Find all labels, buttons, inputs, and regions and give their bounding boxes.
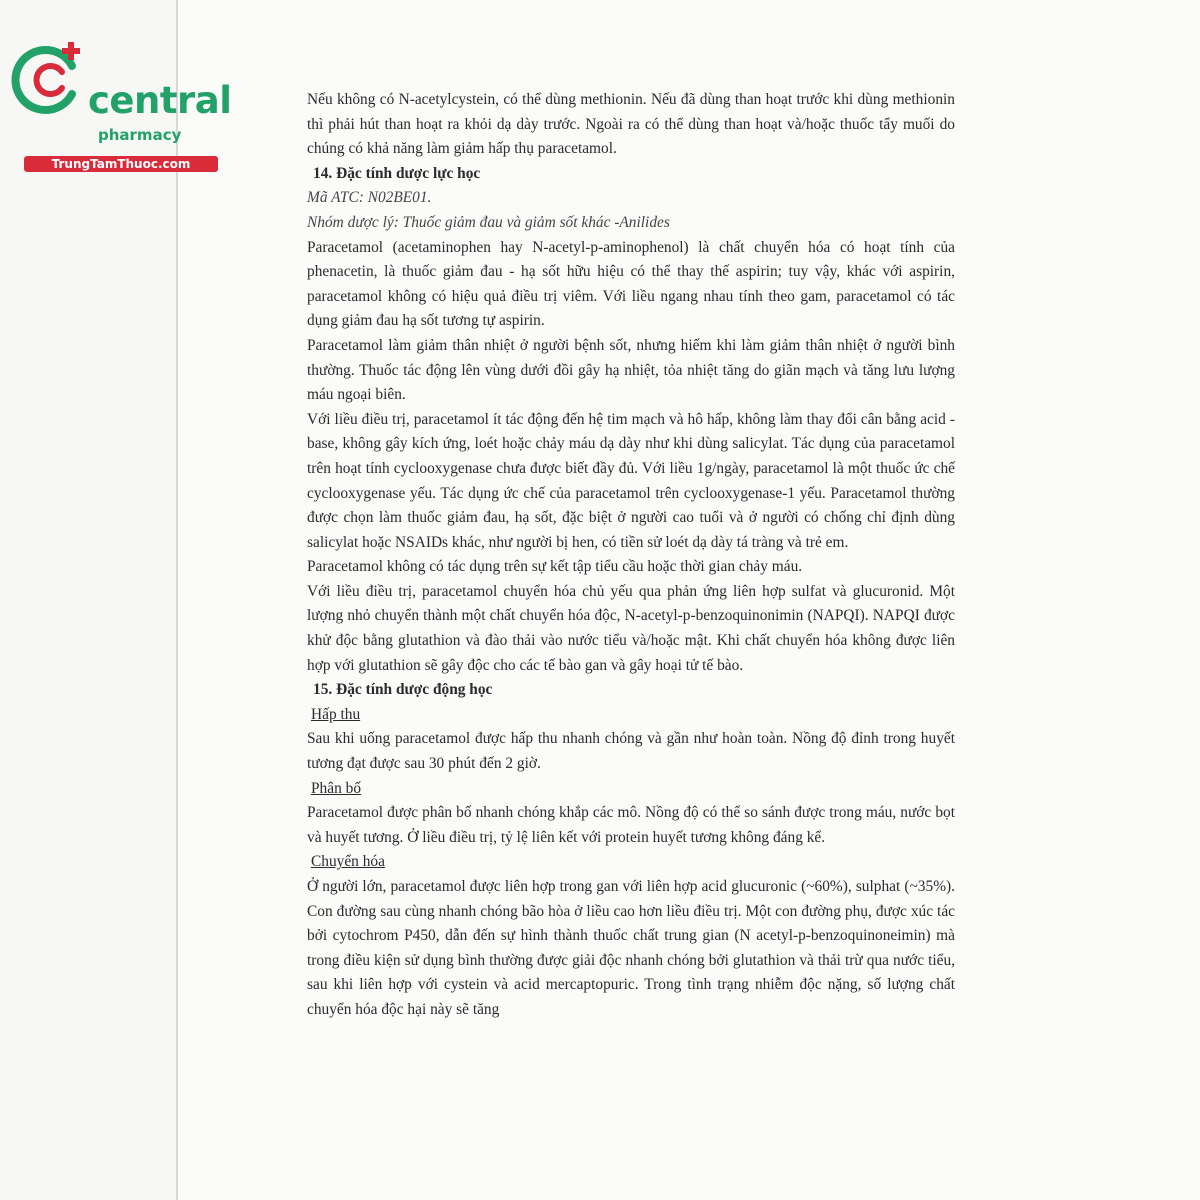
central-pharmacy-logo[interactable]	[10, 38, 232, 171]
pharmacologic-group: Nhóm dược lý: Thuốc giảm đau và giảm sốt khác -Anilides	[307, 213, 670, 231]
metabolism-paragraph: Ở người lớn, paracetamol được liên hợp trong gan với liên hợp acid glucuronic (~60%), sulphat (~35%). Con đường sau cùng nhanh chóng bão hòa ở liều cao hơn liều điều trị. Một con đường phụ, được xúc tác bởi cytochrom P450, dẫn đến sự hình thành thuốc chất trung gian (N acetyl-p-benzoquinoneimin) mà trong điều kiện sử dụng bình thường được giải độc nhanh chóng bởi glutathion và thải trừ qua nước tiểu, sau khi liên hợp với cystein và acid mercaptopuric. Trong tình trạng nhiễm độc nặng, số lượng chất chuyển hóa độc hại này sẽ tăng	[307, 878, 955, 1018]
logo-sub-text: pharmacy	[98, 126, 182, 144]
pharmacodynamics-paragraph-3: Với liều điều trị, paracetamol ít tác động đến hệ tim mạch và hô hấp, không làm thay đổi cân bằng acid - base, không gây kích ứng, loét hoặc chảy máu dạ dày như khi dùng salicylat. Tác dụng của paracetamol trên hoạt tính cyclooxygenase chưa được biết đầy đủ. Với liều 1g/ngày, paracetamol là một thuốc ức chế cyclooxygenase yếu. Tác dụng ức chế của paracetamol trên cyclooxygenase-1 yếu. Paracetamol thường được chọn làm thuốc giảm đau, hạ sốt, đặc biệt ở người cao tuổi và ở người có chống chỉ định dùng salicylat hoặc NSAIDs khác, như người bị hen, có tiền sử loét dạ dày tá tràng và trẻ em.	[307, 410, 955, 551]
logo-brand-text: central	[88, 79, 232, 122]
metabolism-heading: Chuyển hóa	[311, 853, 385, 871]
absorption-heading: Hấp thu	[311, 705, 361, 723]
pharmacodynamics-paragraph-2: Paracetamol làm giảm thân nhiệt ở người bệnh sốt, nhưng hiếm khi làm giảm thân nhiệt ở người bình thường. Thuốc tác động lên vùng dưới đồi gây hạ nhiệt, tỏa nhiệt tăng do giãn mạch và tăng lưu lượng máu ngoại biên.	[307, 336, 955, 404]
distribution-heading: Phân bố	[311, 779, 362, 797]
document-content	[307, 88, 955, 1023]
pharmacodynamics-paragraph-5: Với liều điều trị, paracetamol chuyển hóa chủ yếu qua phản ứng liên hợp sulfat và glucuronid. Một lượng nhỏ chuyển thành một chất chuyển hóa độc, N-acetyl-p-benzoquinonimin (NAPQI). NAPQI được khử độc bằng glutathion và đào thải vào nước tiểu và/hoặc mật. Khi chất chuyển hóa không được liên hợp với glutathion sẽ gây độc cho các tế bào gan và gây hoại tử tế bào.	[307, 582, 955, 674]
logo-url-banner: TrungTamThuoc.com	[24, 156, 218, 172]
logo-mark-icon	[10, 38, 90, 118]
section-14-title: 14. Đặc tính dược lực học	[313, 164, 481, 182]
pharmacodynamics-paragraph-4: Paracetamol không có tác dụng trên sự kết tập tiểu cầu hoặc thời gian chảy máu.	[307, 558, 803, 576]
atc-code: Mã ATC: N02BE01.	[307, 189, 432, 207]
section-15-title: 15. Đặc tính dược động học	[313, 681, 493, 699]
distribution-paragraph: Paracetamol được phân bố nhanh chóng khắp các mô. Nồng độ có thể so sánh được trong máu, nước bọt và huyết tương. Ở liều điều trị, tỷ lệ liên kết với protein huyết tương không đáng kể.	[307, 804, 955, 846]
intro-paragraph: Nếu không có N-acetylcystein, có thể dùng methionin. Nếu đã dùng than hoạt trước khi dùng methionin thì phải hút than hoạt ra khỏi dạ dày trước. Ngoài ra có thể dùng than hoạt và/hoặc thuốc tẩy muối do chúng có khả năng làm giảm hấp thụ paracetamol.	[307, 91, 955, 158]
absorption-paragraph: Sau khi uống paracetamol được hấp thu nhanh chóng và gần như hoàn toàn. Nồng độ đỉnh trong huyết tương đạt được sau 30 phút đến 2 giờ.	[307, 730, 955, 773]
pharmacodynamics-paragraph-1: Paracetamol (acetaminophen hay N-acetyl-p-aminophenol) là chất chuyển hóa có hoạt tính của phenacetin, là thuốc giảm đau - hạ sốt hữu hiệu có thể thay thế aspirin; tuy vậy, khác với aspirin, paracetamol không có hiệu quả điều trị viêm. Với liều ngang nhau tính theo gam, paracetamol có tác dụng giảm đau hạ sốt tương tự aspirin.	[307, 238, 955, 330]
